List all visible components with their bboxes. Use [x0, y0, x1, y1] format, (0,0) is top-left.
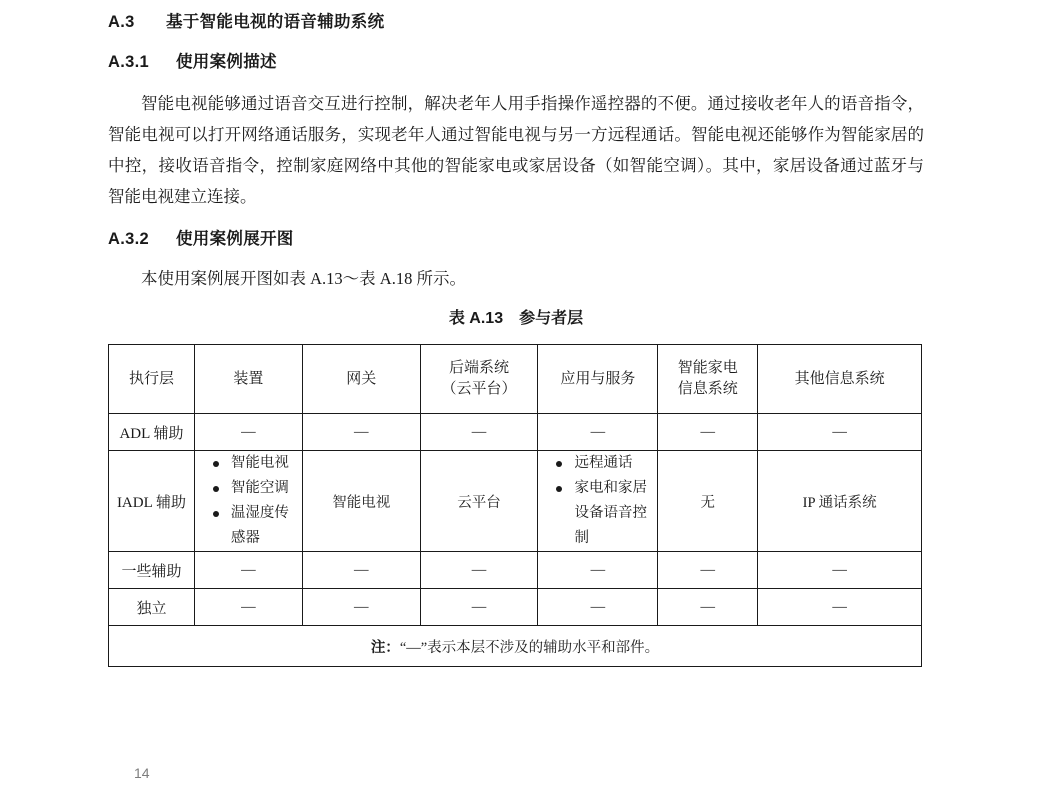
table-caption [108, 305, 924, 328]
heading-a31 [108, 48, 277, 72]
table-header-cell-5-line2: 信息系统 [677, 381, 738, 397]
paragraph-description: 智能电视能够通过语音交互进行控制，解决老年人用手指操作遥控器的不便。通过接收老年人的语音指令，智能电视可以打开网络通话服务，实现老年人通过智能电视与另一方远程通话。智能电视还能够作为智能家居的中控，接收语音指令，控制家庭网络中其他的智能家电或家居设备（如智能空调）。其中，家居设备通过蓝牙与智能电视建立连接。 [108, 94, 924, 206]
table-header-cell-0: 执行层 [109, 345, 195, 414]
cell-independent-other: — [758, 589, 922, 626]
table-header-cell-1: 装置 [194, 345, 302, 414]
cell-adl-device: — [194, 414, 302, 451]
heading-a3-number: A.3 [108, 13, 135, 31]
table-header-cell-2: 网关 [302, 345, 420, 414]
row-label-independent: 独立 [109, 589, 195, 626]
table-header-cell-3-line1: 后端系统 [449, 360, 510, 376]
table-header-cell-3-line2: （云平台） [441, 381, 517, 397]
table-header-cell-5-line1: 智能家电 [677, 360, 738, 376]
table-row [109, 451, 922, 552]
cell-adl-app: — [538, 414, 658, 451]
app-bullet-list [538, 451, 657, 551]
row-label-some: 一些辅助 [109, 552, 195, 589]
cell-some-appliance: — [658, 552, 758, 589]
device-bullet-list [195, 451, 302, 551]
cell-independent-gateway: — [302, 589, 420, 626]
cell-adl-backend: — [420, 414, 538, 451]
cell-some-gateway: — [302, 552, 420, 589]
table-note-text: “—”表示本层不涉及的辅助水平和部件。 [399, 639, 660, 656]
list-item: 智能空调 [209, 476, 296, 501]
cell-iadl-app [538, 451, 658, 552]
participant-layer-table [108, 344, 922, 667]
cell-some-app: — [538, 552, 658, 589]
table-row [109, 414, 922, 451]
cell-iadl-backend: 云平台 [420, 451, 538, 552]
cell-independent-app: — [538, 589, 658, 626]
table-row [109, 589, 922, 626]
cell-independent-appliance: — [658, 589, 758, 626]
table-header-row [109, 345, 922, 414]
cell-independent-backend: — [420, 589, 538, 626]
paragraph-figure-intro: 本使用案例展开图如表 A.13～表 A.18 所示。 [141, 269, 466, 288]
table-note-label: 注： [370, 639, 400, 656]
cell-iadl-other: IP 通话系统 [758, 451, 922, 552]
table-caption-title: 参与者层 [519, 310, 584, 327]
cell-iadl-gateway: 智能电视 [302, 451, 420, 552]
cell-iadl-appliance: 无 [658, 451, 758, 552]
cell-independent-device: — [194, 589, 302, 626]
row-label-iadl: IADL 辅助 [109, 451, 195, 552]
table-header-cell-3 [420, 345, 538, 414]
table-caption-label: 表 A.13 [448, 310, 504, 327]
list-item: 温湿度传感器 [209, 501, 296, 551]
cell-some-backend: — [420, 552, 538, 589]
table-header-cell-5 [658, 345, 758, 414]
heading-a3 [108, 8, 384, 32]
table-row [109, 552, 922, 589]
heading-a31-title: 使用案例描述 [176, 53, 277, 71]
cell-some-device: — [194, 552, 302, 589]
table-note-row [109, 626, 922, 667]
table-header-cell-4: 应用与服务 [538, 345, 658, 414]
heading-a3-title: 基于智能电视的语音辅助系统 [166, 13, 385, 31]
heading-a31-number: A.3.1 [108, 53, 149, 71]
heading-a32-title: 使用案例展开图 [176, 230, 294, 248]
list-item: 家电和家居设备语音控制 [552, 476, 651, 551]
list-item: 智能电视 [209, 451, 296, 476]
cell-adl-appliance: — [658, 414, 758, 451]
heading-a32-number: A.3.2 [108, 230, 149, 248]
table-note [109, 626, 922, 667]
page-number: 14 [134, 765, 150, 781]
table-header-cell-6: 其他信息系统 [758, 345, 922, 414]
heading-a32 [108, 225, 294, 249]
row-label-adl: ADL 辅助 [109, 414, 195, 451]
cell-adl-other: — [758, 414, 922, 451]
list-item: 远程通话 [552, 451, 651, 476]
cell-some-other: — [758, 552, 922, 589]
cell-adl-gateway: — [302, 414, 420, 451]
cell-iadl-device [194, 451, 302, 552]
